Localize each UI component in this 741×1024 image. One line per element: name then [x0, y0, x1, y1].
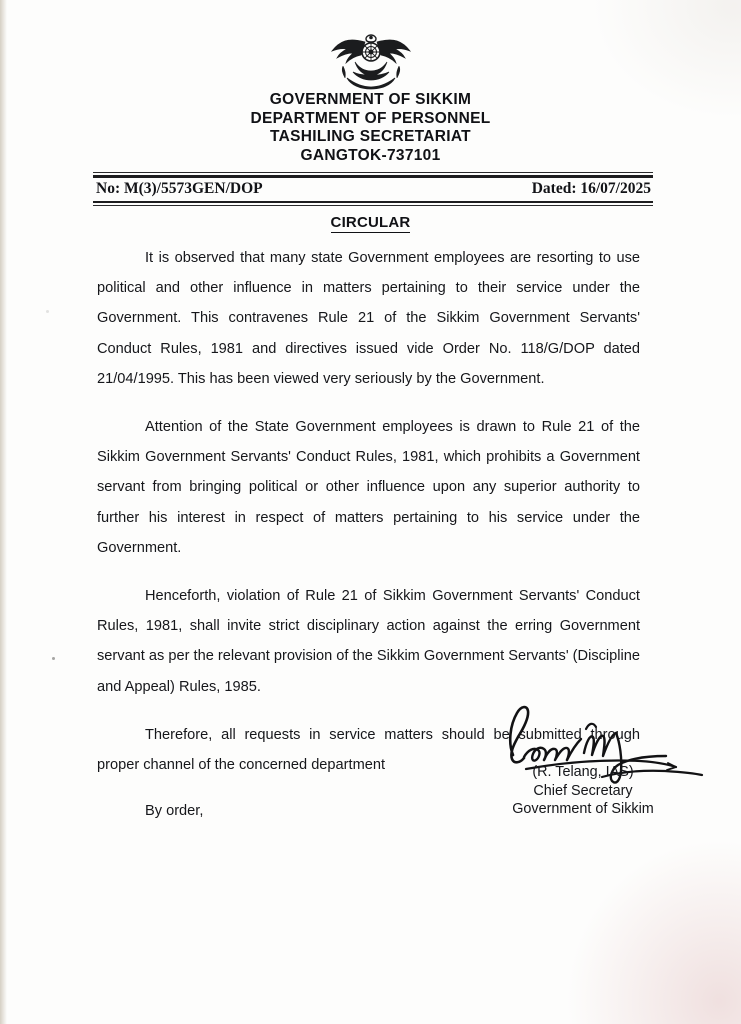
letterhead-line-4: GANGTOK-737101: [300, 146, 441, 164]
paragraph-3: Henceforth, violation of Rule 21 of Sikkim Government Servants' Conduct Rules, 1981, shall invite strict disciplinary action against the erring Government servant as per the relevant provision of the Sikkim Government Servants' (Discipline and Appeal) Rules, 1985.: [97, 588, 640, 695]
scan-tint-bottom-right: [561, 834, 741, 1024]
reference-number: No: M(3)/5573GEN/DOP: [96, 179, 263, 197]
scan-speck: [46, 310, 49, 313]
letterhead-line-1: GOVERNMENT OF SIKKIM: [269, 91, 472, 108]
signatory-name: (R. Telang, IAS): [532, 764, 634, 780]
sikkim-state-emblem-icon: [325, 32, 417, 90]
paragraph-4: Therefore, all requests in service matters should be submitted through proper channel of the concerned department: [97, 726, 640, 774]
rule-bottom-thin: [93, 205, 653, 206]
page-title-text: CIRCULAR: [330, 214, 411, 231]
signatory-designation: Chief Secretary: [533, 782, 633, 799]
letterhead-line-2: DEPARTMENT OF PERSONNEL: [250, 109, 491, 127]
letterhead: [0, 91, 741, 165]
scan-speck: [52, 657, 55, 660]
paragraph-1: It is observed that many state Government employees are resorting to use political and other influence in matters pertaining to their service under the Government. This contravenes Rule 21 of the Sikkim Government Servants' Conduct Rules, 1981 and directives issued vide Order No. 118/G/DOP dated 21/04/1995. This has been viewed very seriously by the Government.: [97, 250, 640, 387]
page-title: [0, 214, 741, 231]
document-body: [97, 243, 640, 826]
reference-date: Dated: 16/07/2025: [531, 179, 651, 197]
letterhead-line-3: TASHILING SECRETARIAT: [270, 128, 471, 145]
reference-row: [93, 178, 653, 201]
signature-names: [438, 763, 728, 819]
closing-line: By order,: [145, 803, 204, 820]
signatory-organization: Government of Sikkim: [512, 801, 654, 817]
paragraph-2: Attention of the State Government employees is drawn to Rule 21 of the Sikkim Government Servants' Conduct Rules, 1981, which prohibits a Government servant from bringing political or other influence upon any superior authority to further his interest in respect of matters pertaining to his service under the Government.: [97, 419, 640, 556]
reference-block: [93, 172, 653, 206]
emblem-container: [0, 32, 741, 90]
